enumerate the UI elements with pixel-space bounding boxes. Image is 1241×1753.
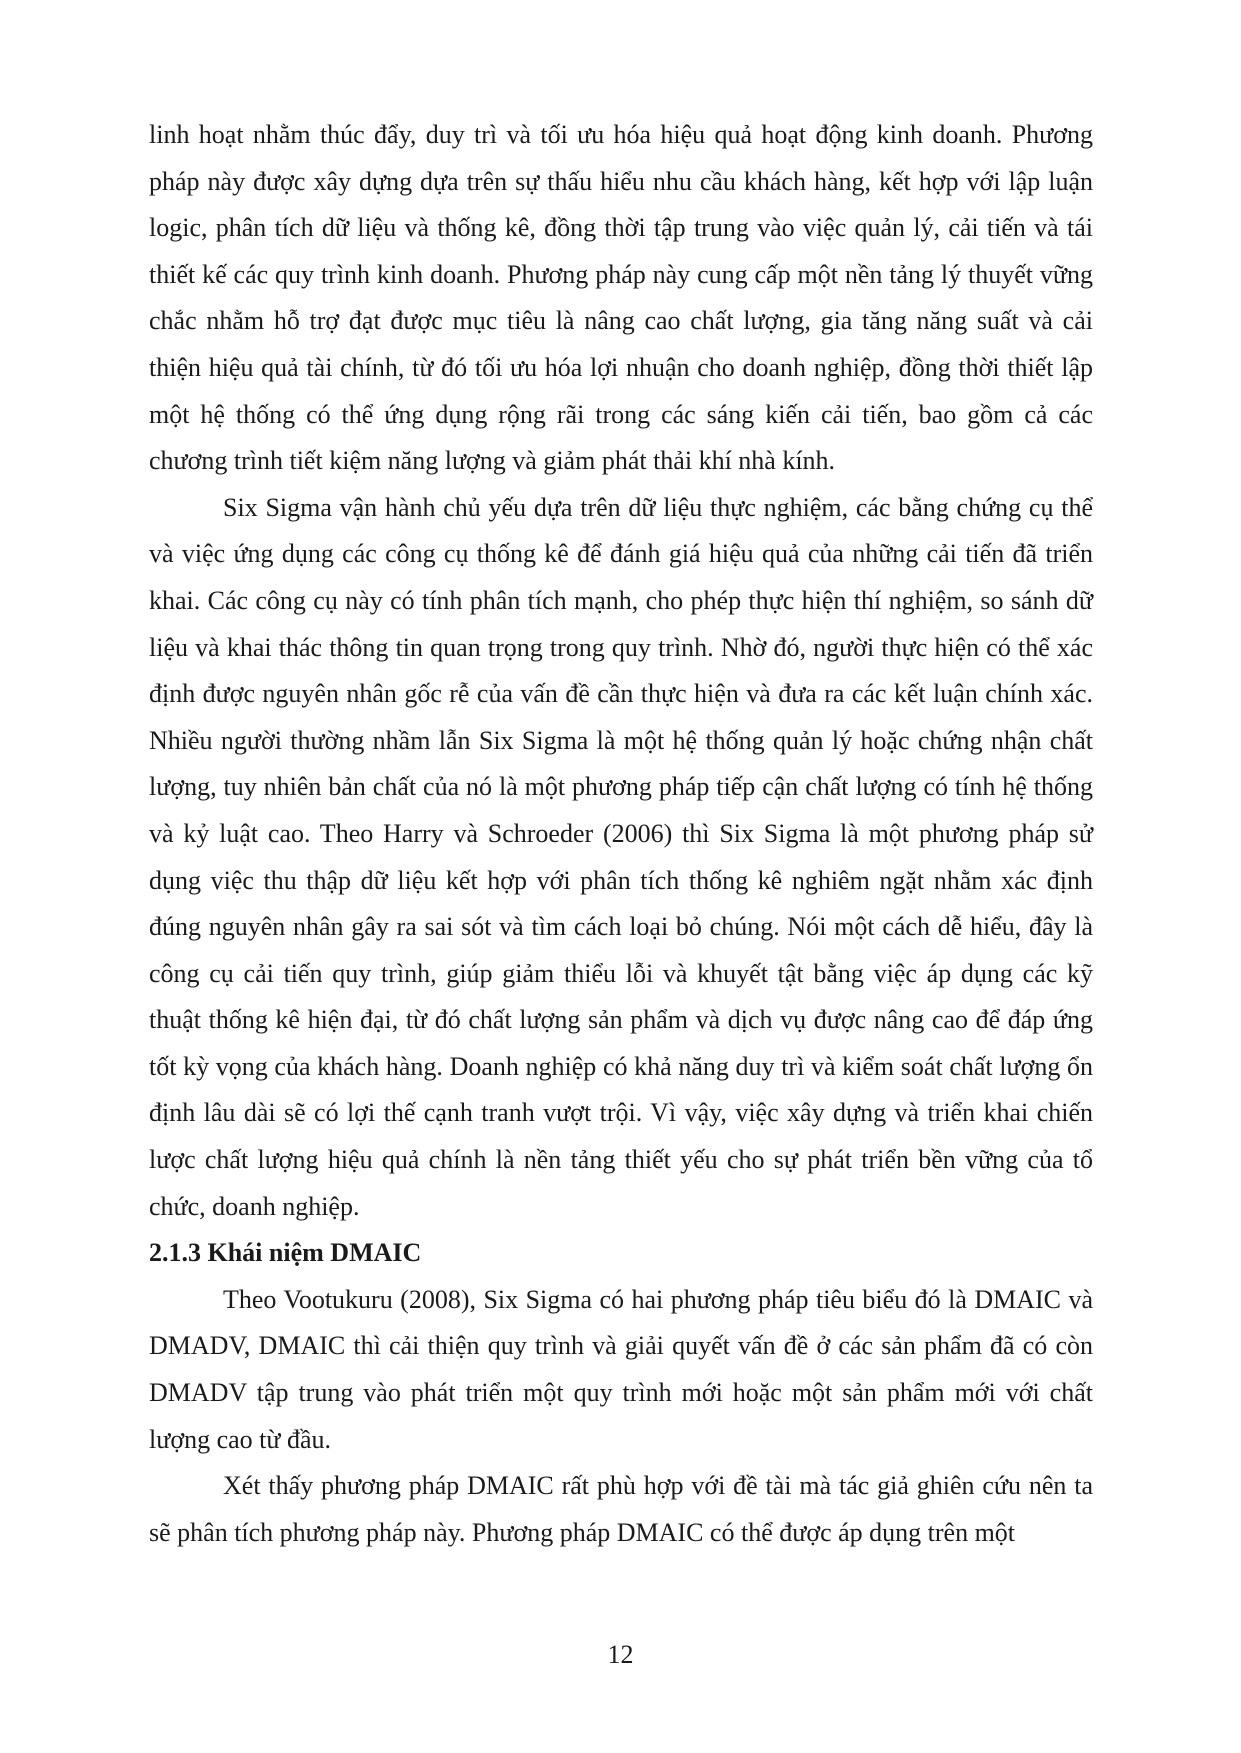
paragraph-six-sigma: Six Sigma vận hành chủ yếu dựa trên dữ liệu thực nghiệm, các bằng chứng cụ thể và việc ứng dụng các công cụ thống kê để đánh giá hiệu quả của những cải tiến đã triển khai. Các công cụ này có tính phân tích mạnh, cho phép thực hiện thí nghiệm, so sánh dữ liệu và khai thác thông tin quan trọng trong quy trình. Nhờ đó, người thực hiện có thể xác định được nguyên nhân gốc rễ của vấn đề cần thực hiện và đưa ra các kết luận chính xác. Nhiều người thường nhầm lẫn Six Sigma là một hệ thống quản lý hoặc chứng nhận chất lượng, tuy nhiên bản chất của nó là một phương pháp tiếp cận chất lượng có tính hệ thống và kỷ luật cao. Theo Harry và Schroeder (2006) thì Six Sigma là một phương pháp sử dụng việc thu thập dữ liệu kết hợp với phân tích thống kê nghiêm ngặt nhằm xác định đúng nguyên nhân gây ra sai sót và tìm cách loại bỏ chúng. Nói một cách dễ hiểu, đây là công cụ cải tiến quy trình, giúp giảm thiểu lỗi và khuyết tật bằng việc áp dụng các kỹ thuật thống kê hiện đại, từ đó chất lượng sản phẩm và dịch vụ được nâng cao để đáp ứng tốt kỳ vọng của khách hàng. Doanh nghiệp có khả năng duy trì và kiểm soát chất lượng ổn định lâu dài sẽ có lợi thế cạnh tranh vượt trội. Vì vậy, việc xây dựng và triển khai chiến lược chất lượng hiệu quả chính là nền tảng thiết yếu cho sự phát triển bền vững của tổ chức, doanh nghiệp.: [149, 492, 1093, 1221]
page-number: 12: [607, 1640, 634, 1669]
body-text: [149, 112, 1093, 1556]
paragraph-dmaic: Xét thấy phương pháp DMAIC rất phù hợp với đề tài mà tác giả ghiên cứu nên ta sẽ phân tích phương pháp này. Phương pháp DMAIC có thể được áp dụng trên một: [149, 1471, 1093, 1547]
paragraph-continued: linh hoạt nhằm thúc đẩy, duy trì và tối ưu hóa hiệu quả hoạt động kinh doanh. Phương pháp này được xây dựng dựa trên sự thấu hiểu nhu cầu khách hàng, kết hợp với lập luận logic, phân tích dữ liệu và thống kê, đồng thời tập trung vào việc quản lý, cải tiến và tái thiết kế các quy trình kinh doanh. Phương pháp này cung cấp một nền tảng lý thuyết vững chắc nhằm hỗ trợ đạt được mục tiêu là nâng cao chất lượng, gia tăng năng suất và cải thiện hiệu quả tài chính, từ đó tối ưu hóa lợi nhuận cho doanh nghiệp, đồng thời thiết lập một hệ thống có thể ứng dụng rộng rãi trong các sáng kiến cải tiến, bao gồm cả các chương trình tiết kiệm năng lượng và giảm phát thải khí nhà kính.: [149, 120, 1093, 476]
section-heading: 2.1.3 Khái niệm DMAIC: [149, 1238, 422, 1268]
paragraph-vootukuru: Theo Vootukuru (2008), Six Sigma có hai phương pháp tiêu biểu đó là DMAIC và DMADV, DMAIC thì cải thiện quy trình và giải quyết vấn đề ở các sản phẩm đã có còn DMADV tập trung vào phát triển một quy trình mới hoặc một sản phẩm mới với chất lượng cao từ đầu.: [149, 1284, 1093, 1454]
